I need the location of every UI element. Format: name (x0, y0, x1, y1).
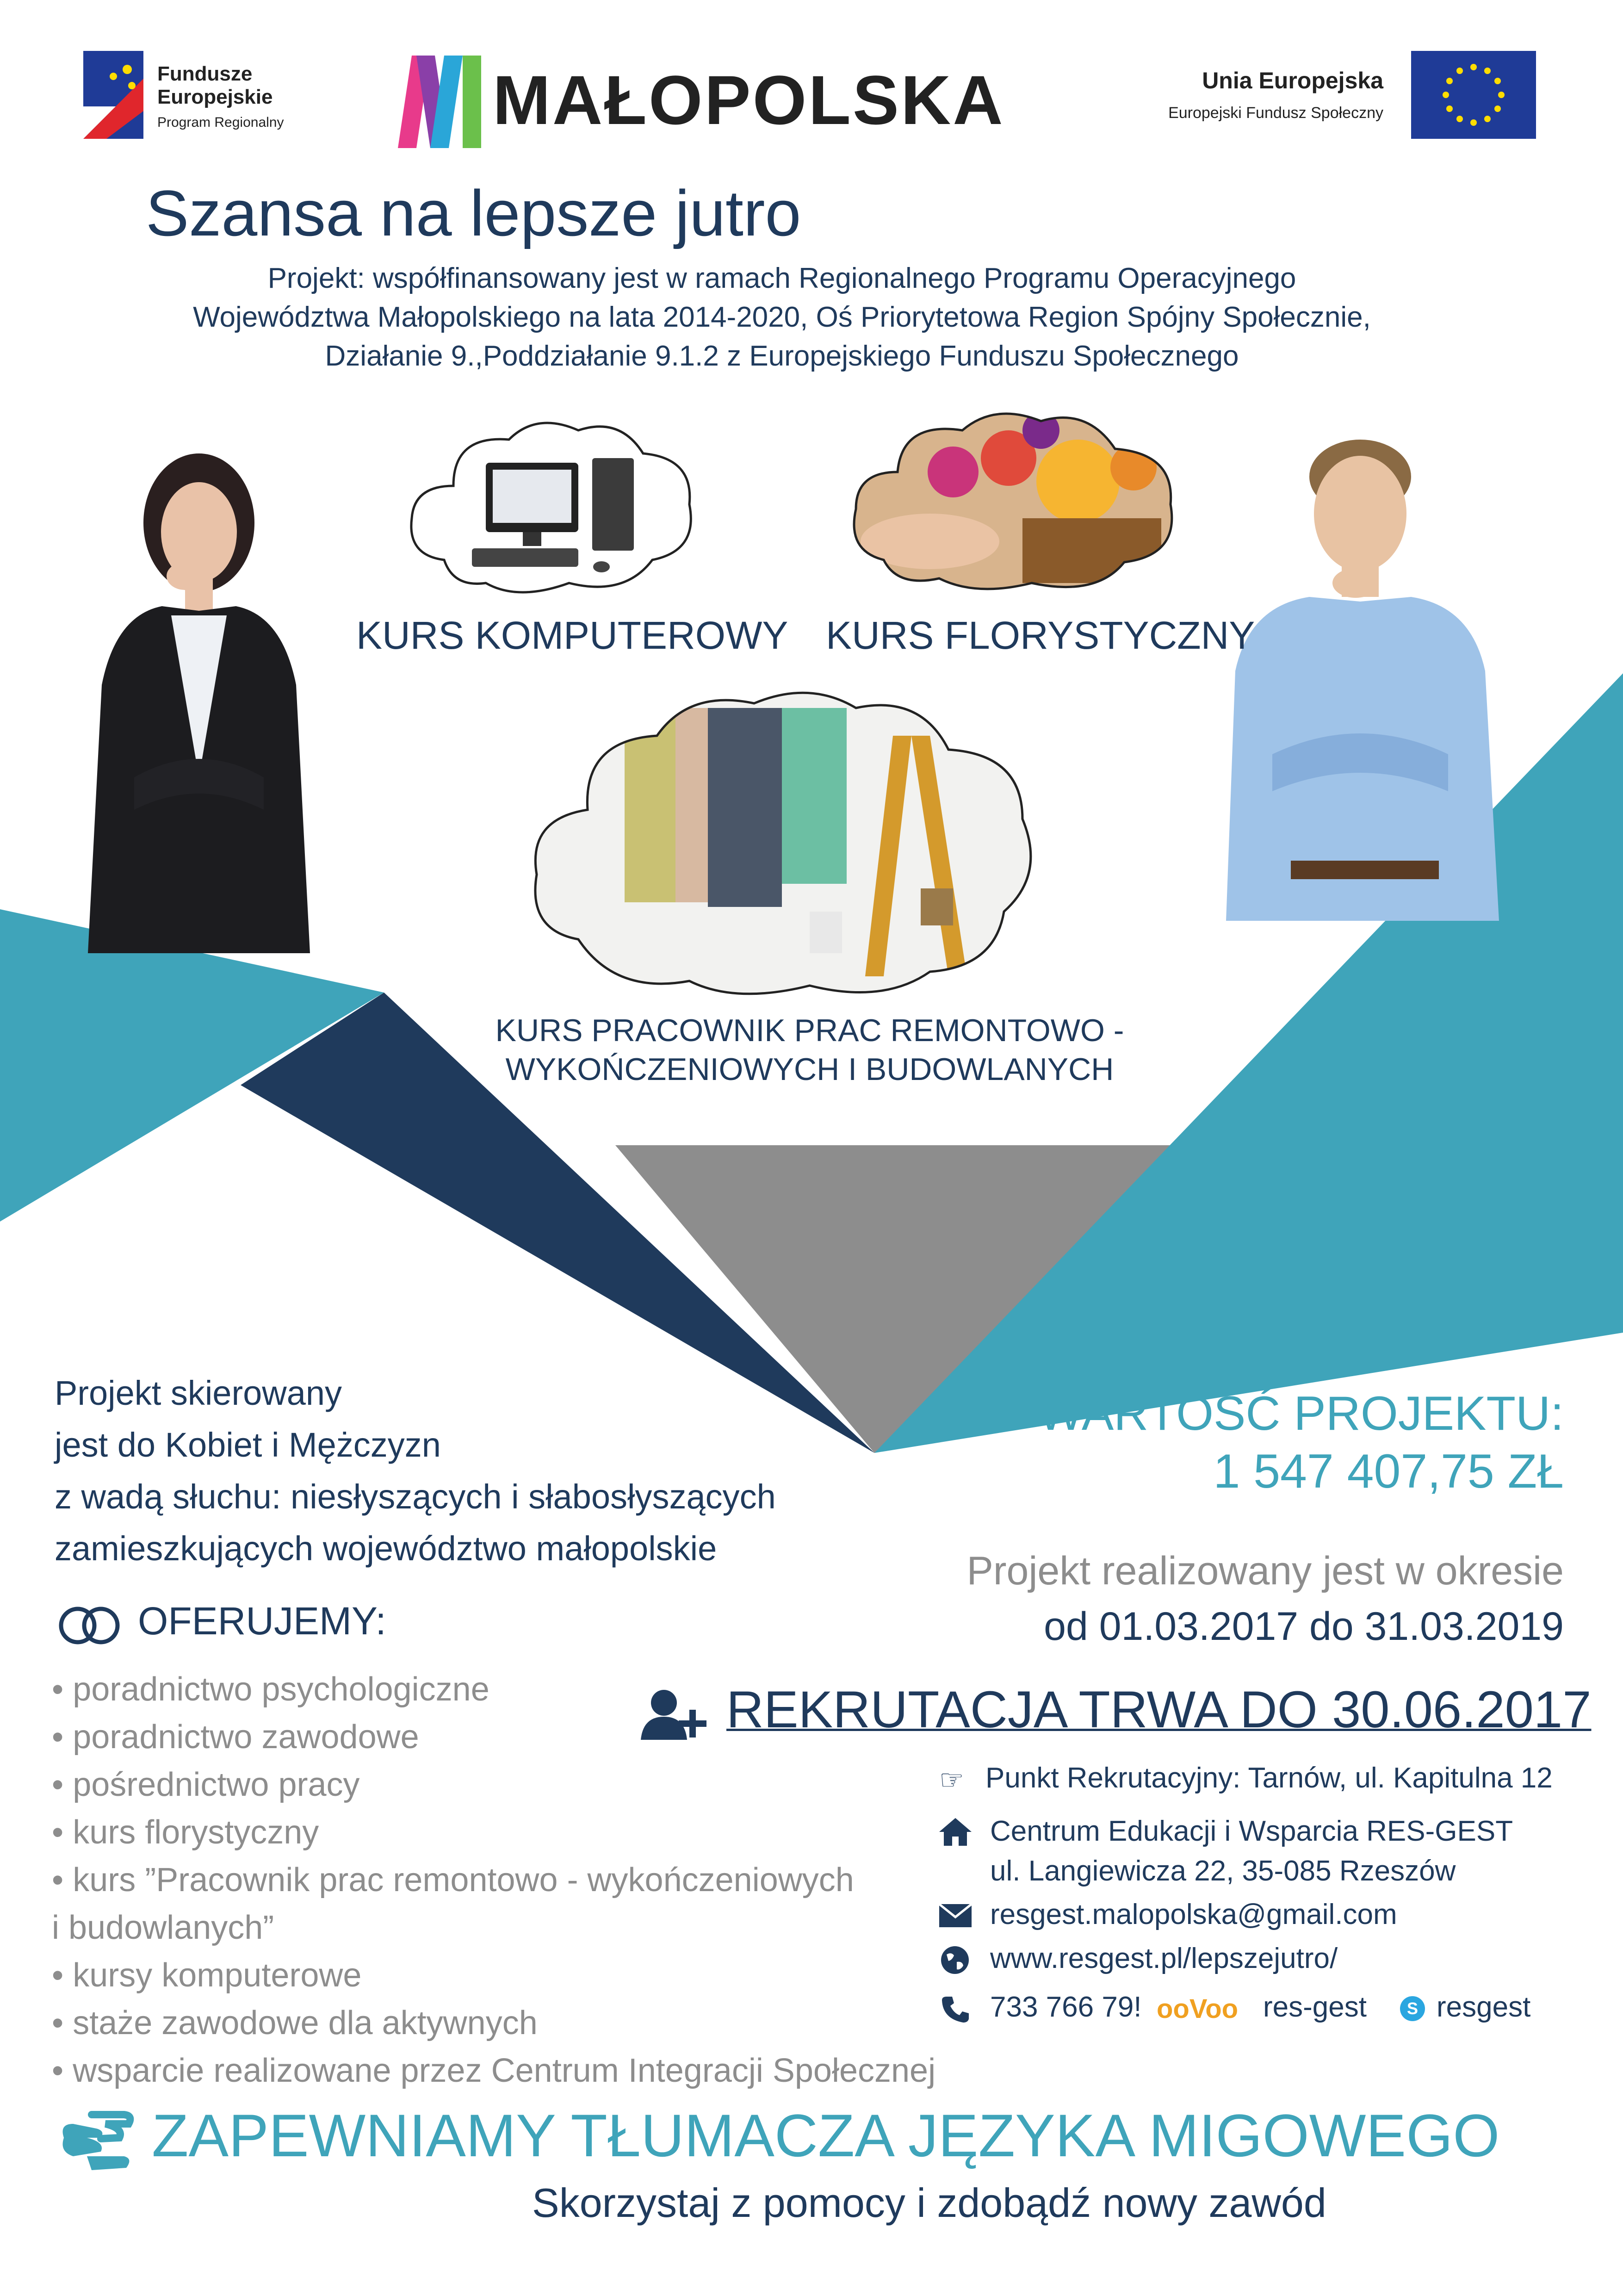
project-description-line2: Województwa Małopolskiego na lata 2014-2020, Oś Priorytetowa Region Spójny Społecznie, (193, 301, 1371, 333)
project-period (787, 1543, 1564, 1654)
envelope-icon (939, 1904, 972, 1927)
malopolska-wordmark: MAŁOPOLSKA (493, 61, 1005, 139)
closing-slogan: Skorzystaj z pomocy i zdobądź nowy zawód (532, 2180, 1326, 2226)
renovation-course-label-line2: WYKOŃCZENIOWYCH I BUDOWLANYCH (505, 1052, 1114, 1087)
phone-row (939, 1987, 1587, 2031)
email-link[interactable]: resgest.malopolska@gmail.com (990, 1899, 1397, 1930)
ue-logo-subtitle: Europejski Fundusz Społeczny (1168, 104, 1383, 122)
recruitment-banner (638, 1680, 1610, 1744)
offer-item: i budowlanych” (52, 1909, 274, 1946)
target-group-line1: Projekt skierowany (55, 1374, 342, 1412)
home-icon (939, 1818, 972, 1846)
add-user-icon (638, 1687, 712, 1742)
target-group-line4: zamieszkujących województwo małopolskie (55, 1529, 717, 1568)
offer-title: OFERUJEMY: (138, 1599, 386, 1643)
website-link[interactable]: www.resgest.pl/lepszejutro/ (990, 1942, 1338, 1974)
offer-item: • poradnictwo zawodowe (52, 1719, 419, 1756)
pointing-hand-icon: ☞ (939, 1764, 964, 1795)
organization-address: ul. Langiewicza 22, 35-085 Rzeszów (990, 1855, 1456, 1887)
organization-name: Centrum Edukacji i Wsparcia RES-GEST (990, 1815, 1513, 1847)
project-value-label: WARTOŚĆ PROJEKTU: (1038, 1387, 1564, 1440)
florist-course-label: KURS FLORYSTYCZNY (826, 614, 1255, 657)
phone-number: 733 766 79! (990, 1991, 1142, 2023)
svg-text:S: S (1406, 1999, 1419, 2018)
skype-icon (1400, 1996, 1425, 2022)
computer-course-cloud (403, 407, 703, 602)
phone-icon (940, 1995, 970, 2024)
recruitment-point-row (939, 1758, 1587, 1800)
target-group-line3: z wadą słuchu: niesłyszących i słabosłyszących (55, 1477, 776, 1516)
recruitment-deadline: REKRUTACJA TRWA DO 30.06.2017 (726, 1681, 1592, 1738)
man-thinking-image (1208, 430, 1522, 921)
sign-language-title: ZAPEWNIAMY TŁUMACZA JĘZYKA MIGOWEGO (152, 2102, 1500, 2169)
computer-course-label: KURS KOMPUTEROWY (356, 614, 788, 657)
project-description-line3: Działanie 9.,Poddziałanie 9.1.2 z Europejskiego Funduszu Społecznego (325, 340, 1239, 372)
florist-course-cloud (847, 403, 1180, 597)
target-group-text (55, 1367, 887, 1575)
skype-username: resgest (1437, 1991, 1531, 2023)
offer-item: • kurs ”Pracownik prac remontowo - wykończeniowych (52, 1862, 854, 1899)
project-description-line1: Projekt: współfinansowany jest w ramach Regionalnego Programu Operacyjnego (267, 262, 1296, 294)
project-period-line2: od 01.03.2017 do 31.03.2019 (1044, 1604, 1564, 1649)
offer-item: • kurs florystyczny (52, 1814, 319, 1851)
email-row (939, 1895, 1587, 1939)
offer-item: • wsparcie realizowane przez Centrum Integracji Społecznej (52, 2052, 936, 2089)
renovation-course-label (416, 1011, 1203, 1089)
page-title: Szansa na lepsze jutro (146, 177, 801, 249)
ue-logo-title: Unia Europejska (1202, 68, 1383, 93)
recruitment-point: Punkt Rekrutacyjny: Tarnów, ul. Kapitulna 12 (985, 1762, 1553, 1794)
project-period-line1: Projekt realizowany jest w okresie (966, 1549, 1564, 1593)
offer-item: • pośrednictwo pracy (52, 1766, 360, 1803)
mouse-icon (593, 561, 610, 572)
offer-item: • kursy komputerowe (52, 1957, 362, 1994)
pc-tower-icon (592, 458, 634, 551)
fe-logo-line1: Fundusze (157, 62, 253, 85)
rings-icon (55, 1602, 124, 1649)
project-value-amount: 1 547 407,75 ZŁ (1213, 1445, 1564, 1498)
contact-block (939, 1758, 1587, 2031)
oovoo-icon: ooVoo (1157, 1994, 1239, 2024)
web-row (939, 1939, 1587, 1987)
oovoo-username: res-gest (1263, 1991, 1367, 2023)
target-group-line2: jest do Kobiet i Mężczyzn (55, 1426, 441, 1464)
offer-item: • staże zawodowe dla aktywnych (52, 2004, 538, 2042)
fe-logo-line2: Europejskie (157, 86, 273, 108)
renovation-course-cloud (523, 680, 1046, 1004)
project-value (879, 1386, 1564, 1499)
sign-language-hands-icon (55, 2105, 138, 2175)
organization-row (939, 1812, 1587, 1895)
fe-logo-line3: Program Regionalny (157, 115, 284, 130)
woman-thinking-image (60, 444, 319, 953)
renovation-course-label-line1: KURS PRACOWNIK PRAC REMONTOWO - (495, 1013, 1124, 1048)
offer-item: • poradnictwo psychologiczne (52, 1671, 489, 1708)
keyboard-icon (472, 548, 578, 567)
globe-icon (940, 1945, 970, 1975)
sign-language-banner (55, 2101, 1581, 2179)
